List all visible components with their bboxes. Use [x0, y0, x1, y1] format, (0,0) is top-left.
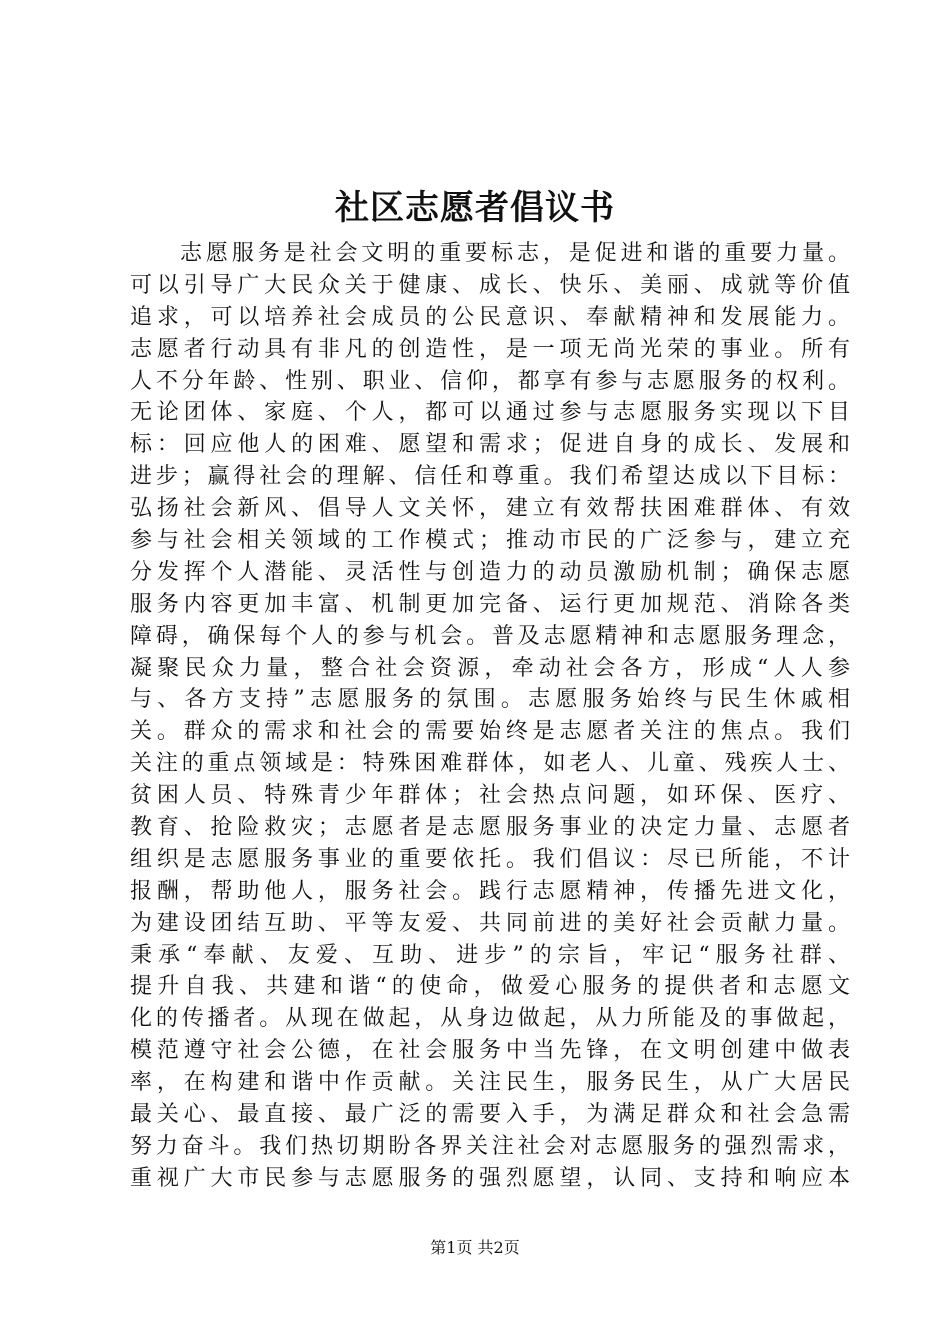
text-line: 弘扬社会新风、倡导人文关怀，建立有效帮扶困难群体、有效 [130, 496, 850, 522]
text-line: 率，在构建和谐中作贡献。关注民生，服务民生，从广大居民 [130, 1070, 850, 1096]
body-paragraph [130, 238, 850, 1195]
text-line: 贫困人员、特殊青少年群体；社会热点问题，如环保、医疗、 [130, 783, 850, 809]
text-line: 追求，可以培养社会成员的公民意识、奉献精神和发展能力。 [130, 304, 850, 330]
text-line: 模范遵守社会公德，在社会服务中当先锋，在文明创建中做表 [130, 1038, 850, 1064]
text-line: 提升自我、共建和谐“的使命，做爱心服务的提供者和志愿文 [130, 974, 850, 1000]
text-line: 为建设团结互助、平等友爱、共同前进的美好社会贡献力量。 [130, 910, 850, 936]
text-line: 关注的重点领域是：特殊困难群体，如老人、儿童、残疾人士、 [130, 751, 850, 777]
text-line: 人不分年龄、性别、职业、信仰，都享有参与志愿服务的权利。 [130, 368, 850, 394]
text-line: 化的传播者。从现在做起，从身边做起，从力所能及的事做起， [130, 1006, 850, 1032]
text-line: 最关心、最直接、最广泛的需要入手，为满足群众和社会急需 [130, 1102, 850, 1128]
text-line: 参与社会相关领域的工作模式；推动市民的广泛参与，建立充 [130, 528, 850, 554]
text-line: 无论团体、家庭、个人，都可以通过参与志愿服务实现以下目 [130, 400, 850, 426]
text-line: 组织是志愿服务事业的重要依托。我们倡议：尽已所能，不计 [130, 846, 850, 872]
page-footer: 第1页 共2页 [430, 1238, 520, 1257]
text-line: 服务内容更加丰富、机制更加完备、运行更加规范、消除各类 [130, 591, 850, 617]
page-title: 社区志愿者倡议书 [335, 188, 615, 228]
text-line: 标：回应他人的困难、愿望和需求；促进自身的成长、发展和 [130, 432, 850, 458]
text-line: 可以引导广大民众关于健康、成长、快乐、美丽、成就等价值 [130, 272, 850, 298]
text-line: 报酬，帮助他人，服务社会。践行志愿精神，传播先进文化， [130, 878, 850, 904]
text-line: 分发挥个人潜能、灵活性与创造力的动员激励机制；确保志愿 [130, 559, 850, 585]
text-line: 志愿服务是社会文明的重要标志，是促进和谐的重要力量。 [180, 241, 850, 266]
text-line: 进步；赢得社会的理解、信任和尊重。我们希望达成以下目标： [130, 464, 850, 490]
text-line: 志愿者行动具有非凡的创造性，是一项无尚光荣的事业。所有 [130, 336, 850, 362]
text-line: 凝聚民众力量，整合社会资源，牵动社会各方，形成“人人参 [130, 655, 850, 681]
text-line: 关。群众的需求和社会的需要始终是志愿者关注的焦点。我们 [130, 719, 850, 745]
text-line: 努力奋斗。我们热切期盼各界关注社会对志愿服务的强烈需求， [130, 1133, 850, 1159]
text-line: 教育、抢险救灾；志愿者是志愿服务事业的决定力量、志愿者 [130, 815, 850, 841]
text-line: 重视广大市民参与志愿服务的强烈愿望，认同、支持和响应本 [130, 1165, 850, 1191]
text-line: 秉承“奉献、友爱、互助、进步”的宗旨，牢记“服务社群、 [130, 942, 850, 968]
text-line: 与、各方支持”志愿服务的氛围。志愿服务始终与民生休戚相 [130, 687, 850, 713]
text-line: 障碍，确保每个人的参与机会。普及志愿精神和志愿服务理念， [130, 623, 850, 649]
